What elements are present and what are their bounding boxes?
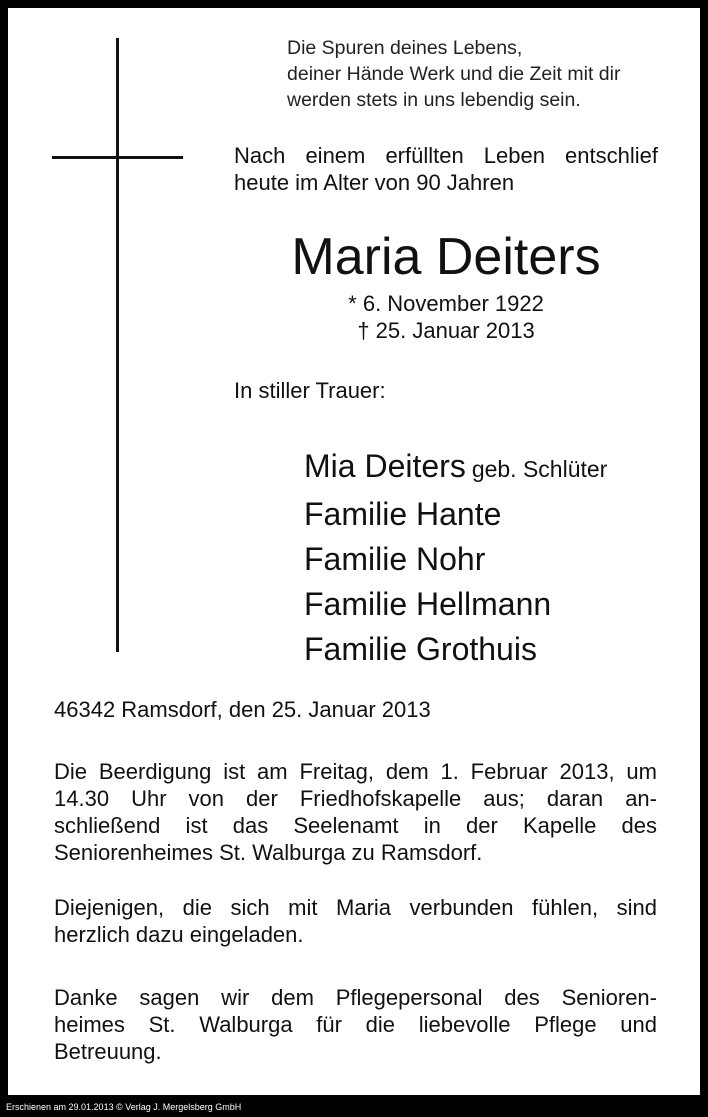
cross-vertical-bar — [116, 38, 119, 652]
motto-line: werden stets in uns lebendig sein. — [287, 89, 581, 111]
paragraph-line: Seniorenheimes St. Walburga zu Ramsdorf. — [54, 840, 483, 865]
motto-verse — [287, 35, 687, 113]
mourner-item: Familie Hellmann — [304, 586, 552, 622]
mourner-note: geb. Schlüter — [471, 456, 608, 482]
motto-line: deiner Hände Werk und die Zeit mit dir — [287, 63, 621, 85]
intro-line: Nach einem erfüllten Leben entschlief — [234, 143, 658, 168]
death-date: † 25. Januar 2013 — [357, 318, 535, 343]
paragraph-line: heimes St. Walburga für die liebevolle Pflege und — [54, 1012, 657, 1037]
paragraph-line: herzlich dazu eingeladen. — [54, 922, 304, 947]
paragraph-line: Betreuung. — [54, 1039, 162, 1064]
invitation-paragraph — [54, 894, 657, 948]
paragraph-line: Diejenigen, die sich mit Maria verbunden fühlen, sind — [54, 895, 657, 920]
birth-date: * 6. November 1922 — [348, 291, 544, 316]
deceased-name: Maria Deiters — [291, 228, 601, 286]
mourner-item: Familie Hante — [304, 496, 502, 532]
intro-text — [234, 142, 658, 196]
mourner-name: Mia Deiters — [304, 448, 466, 484]
motto-line: Die Spuren deines Lebens, — [287, 37, 523, 59]
thanks-paragraph — [54, 984, 657, 1065]
paragraph-line: Danke sagen wir dem Pflegepersonal des Senioren- — [54, 985, 657, 1010]
life-dates — [234, 290, 658, 344]
paragraph-line: 14.30 Uhr von der Friedhofskapelle aus; daran an- — [54, 786, 657, 811]
funeral-info-paragraph — [54, 758, 657, 866]
mourner-item — [304, 444, 684, 492]
mourning-label: In stiller Trauer: — [234, 378, 386, 403]
paragraph-line: Die Beerdigung ist am Freitag, dem 1. Februar 2013, um — [54, 759, 657, 784]
mourner-item: Familie Grothuis — [304, 631, 537, 667]
mourner-item: Familie Nohr — [304, 541, 486, 577]
place-date: 46342 Ramsdorf, den 25. Januar 2013 — [54, 697, 431, 722]
obituary-card — [8, 8, 700, 1095]
intro-line: heute im Alter von 90 Jahren — [234, 170, 515, 195]
publication-footer: Erschienen am 29.01.2013 © Verlag J. Mergelsberg GmbH — [6, 1102, 242, 1112]
mourners-list — [304, 444, 684, 672]
paragraph-line: schließend ist das Seelenamt in der Kapelle des — [54, 813, 657, 838]
cross-horizontal-bar — [52, 156, 183, 159]
